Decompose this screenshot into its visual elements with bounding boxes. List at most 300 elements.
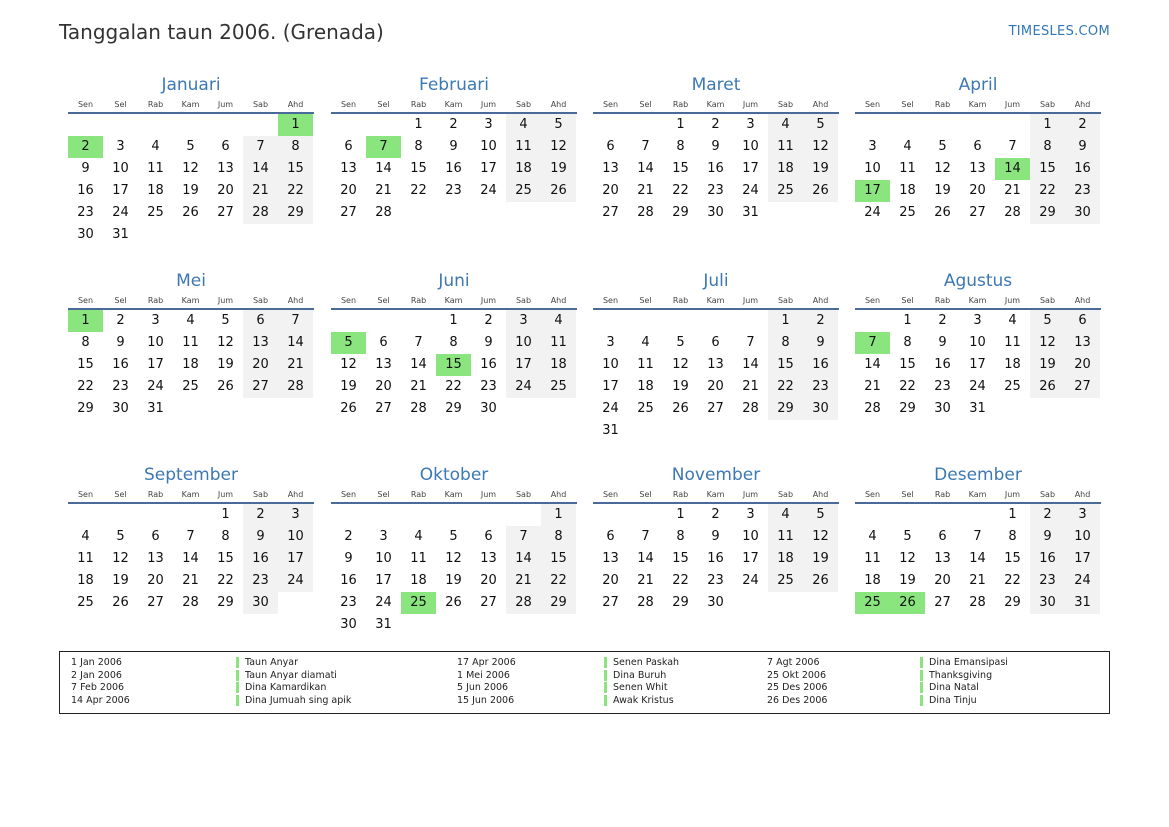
day-cell[interactable]: 20 [480, 573, 497, 588]
day-cell[interactable]: 28 [182, 595, 199, 610]
day-cell[interactable]: 12 [340, 357, 357, 372]
day-cell[interactable]: 10 [278, 526, 313, 548]
day-cell[interactable]: 21 [375, 183, 392, 198]
day-cell[interactable]: 5 [449, 529, 458, 544]
day-cell[interactable]: 20 [217, 183, 234, 198]
day-cell[interactable]: 17 [147, 357, 164, 372]
day-cell[interactable]: 14 [410, 357, 427, 372]
day-cell[interactable]: 6 [484, 529, 493, 544]
day-cell[interactable]: 20 [1065, 354, 1100, 376]
day-cell[interactable]: 8 [676, 139, 685, 154]
day-cell[interactable]: 9 [1030, 526, 1065, 548]
day-cell[interactable]: 21 [182, 573, 199, 588]
holiday-day-cell[interactable]: 25 [401, 592, 436, 614]
day-cell[interactable]: 13 [480, 551, 497, 566]
day-cell[interactable]: 8 [1030, 136, 1065, 158]
day-cell[interactable]: 2 [484, 313, 493, 328]
day-cell[interactable]: 16 [1030, 548, 1065, 570]
day-cell[interactable]: 18 [864, 573, 881, 588]
day-cell[interactable]: 28 [742, 401, 759, 416]
day-cell[interactable]: 7 [746, 335, 755, 350]
day-cell[interactable]: 10 [112, 161, 129, 176]
day-cell[interactable]: 22 [1030, 180, 1065, 202]
day-cell[interactable]: 2 [243, 504, 278, 526]
day-cell[interactable]: 12 [934, 161, 951, 176]
day-cell[interactable]: 7 [186, 529, 195, 544]
day-cell[interactable]: 23 [480, 379, 497, 394]
day-cell[interactable]: 5 [116, 529, 125, 544]
day-cell[interactable]: 24 [969, 379, 986, 394]
day-cell[interactable]: 17 [969, 357, 986, 372]
day-cell[interactable]: 10 [969, 335, 986, 350]
day-cell[interactable]: 27 [969, 205, 986, 220]
day-cell[interactable]: 18 [77, 573, 94, 588]
day-cell[interactable]: 7 [1008, 139, 1017, 154]
day-cell[interactable]: 10 [742, 139, 759, 154]
day-cell[interactable]: 14 [742, 357, 759, 372]
day-cell[interactable]: 22 [77, 379, 94, 394]
day-cell[interactable]: 10 [506, 332, 541, 354]
day-cell[interactable]: 29 [672, 205, 689, 220]
holiday-day-cell[interactable]: 1 [278, 114, 313, 136]
day-cell[interactable]: 6 [1065, 310, 1100, 332]
holiday-day-cell[interactable]: 7 [855, 332, 890, 354]
day-cell[interactable]: 9 [344, 551, 353, 566]
day-cell[interactable]: 23 [1065, 180, 1100, 202]
day-cell[interactable]: 1 [541, 504, 576, 526]
day-cell[interactable]: 5 [221, 313, 230, 328]
day-cell[interactable]: 11 [864, 551, 881, 566]
day-cell[interactable]: 13 [934, 551, 951, 566]
day-cell[interactable]: 5 [1030, 310, 1065, 332]
day-cell[interactable]: 23 [340, 595, 357, 610]
day-cell[interactable]: 10 [602, 357, 619, 372]
day-cell[interactable]: 21 [742, 379, 759, 394]
day-cell[interactable]: 27 [243, 376, 278, 398]
day-cell[interactable]: 20 [602, 573, 619, 588]
day-cell[interactable]: 21 [637, 573, 654, 588]
day-cell[interactable]: 9 [711, 529, 720, 544]
day-cell[interactable]: 27 [934, 595, 951, 610]
day-cell[interactable]: 13 [243, 332, 278, 354]
day-cell[interactable]: 16 [480, 357, 497, 372]
holiday-day-cell[interactable]: 1 [68, 310, 103, 332]
day-cell[interactable]: 31 [112, 227, 129, 242]
holiday-day-cell[interactable]: 2 [68, 136, 103, 158]
day-cell[interactable]: 27 [147, 595, 164, 610]
day-cell[interactable]: 21 [243, 180, 278, 202]
day-cell[interactable]: 13 [217, 161, 234, 176]
day-cell[interactable]: 29 [217, 595, 234, 610]
day-cell[interactable]: 14 [375, 161, 392, 176]
day-cell[interactable]: 4 [868, 529, 877, 544]
day-cell[interactable]: 1 [903, 313, 912, 328]
day-cell[interactable]: 1 [676, 507, 685, 522]
day-cell[interactable]: 12 [1030, 332, 1065, 354]
day-cell[interactable]: 24 [742, 573, 759, 588]
day-cell[interactable]: 15 [541, 548, 576, 570]
day-cell[interactable]: 22 [672, 183, 689, 198]
day-cell[interactable]: 30 [1030, 592, 1065, 614]
day-cell[interactable]: 30 [1065, 202, 1100, 224]
day-cell[interactable]: 23 [243, 570, 278, 592]
holiday-day-cell[interactable]: 14 [995, 158, 1030, 180]
day-cell[interactable]: 22 [541, 570, 576, 592]
day-cell[interactable]: 6 [711, 335, 720, 350]
day-cell[interactable]: 27 [602, 595, 619, 610]
day-cell[interactable]: 4 [414, 529, 423, 544]
day-cell[interactable]: 19 [112, 573, 129, 588]
day-cell[interactable]: 11 [147, 161, 164, 176]
holiday-day-cell[interactable]: 26 [890, 592, 925, 614]
day-cell[interactable]: 28 [375, 205, 392, 220]
day-cell[interactable]: 25 [899, 205, 916, 220]
day-cell[interactable]: 10 [375, 551, 392, 566]
day-cell[interactable]: 7 [641, 139, 650, 154]
day-cell[interactable]: 27 [602, 205, 619, 220]
day-cell[interactable]: 19 [340, 379, 357, 394]
day-cell[interactable]: 31 [375, 617, 392, 632]
day-cell[interactable]: 3 [278, 504, 313, 526]
day-cell[interactable]: 16 [112, 357, 129, 372]
day-cell[interactable]: 26 [112, 595, 129, 610]
day-cell[interactable]: 28 [1004, 205, 1021, 220]
day-cell[interactable]: 24 [375, 595, 392, 610]
day-cell[interactable]: 19 [803, 158, 838, 180]
day-cell[interactable]: 14 [278, 332, 313, 354]
day-cell[interactable]: 19 [803, 548, 838, 570]
day-cell[interactable]: 8 [414, 139, 423, 154]
day-cell[interactable]: 14 [506, 548, 541, 570]
day-cell[interactable]: 24 [1065, 570, 1100, 592]
day-cell[interactable]: 18 [147, 183, 164, 198]
day-cell[interactable]: 16 [707, 551, 724, 566]
day-cell[interactable]: 15 [1030, 158, 1065, 180]
day-cell[interactable]: 24 [112, 205, 129, 220]
day-cell[interactable]: 22 [445, 379, 462, 394]
day-cell[interactable]: 15 [77, 357, 94, 372]
day-cell[interactable]: 19 [541, 158, 576, 180]
day-cell[interactable]: 2 [1065, 114, 1100, 136]
day-cell[interactable]: 23 [707, 573, 724, 588]
day-cell[interactable]: 26 [1030, 376, 1065, 398]
day-cell[interactable]: 30 [934, 401, 951, 416]
day-cell[interactable]: 1 [676, 117, 685, 132]
day-cell[interactable]: 3 [1065, 504, 1100, 526]
day-cell[interactable]: 8 [221, 529, 230, 544]
day-cell[interactable]: 17 [112, 183, 129, 198]
day-cell[interactable]: 22 [410, 183, 427, 198]
day-cell[interactable]: 6 [379, 335, 388, 350]
day-cell[interactable]: 19 [182, 183, 199, 198]
day-cell[interactable]: 12 [803, 526, 838, 548]
day-cell[interactable]: 9 [81, 161, 90, 176]
day-cell[interactable]: 25 [182, 379, 199, 394]
day-cell[interactable]: 11 [541, 332, 576, 354]
day-cell[interactable]: 25 [1004, 379, 1021, 394]
day-cell[interactable]: 20 [340, 183, 357, 198]
day-cell[interactable]: 8 [541, 526, 576, 548]
day-cell[interactable]: 26 [934, 205, 951, 220]
day-cell[interactable]: 6 [221, 139, 230, 154]
day-cell[interactable]: 25 [77, 595, 94, 610]
day-cell[interactable]: 25 [506, 180, 541, 202]
day-cell[interactable]: 8 [81, 335, 90, 350]
day-cell[interactable]: 19 [445, 573, 462, 588]
day-cell[interactable]: 21 [864, 379, 881, 394]
day-cell[interactable]: 11 [410, 551, 427, 566]
day-cell[interactable]: 7 [278, 310, 313, 332]
day-cell[interactable]: 29 [768, 398, 803, 420]
day-cell[interactable]: 27 [480, 595, 497, 610]
day-cell[interactable]: 19 [899, 573, 916, 588]
day-cell[interactable]: 27 [217, 205, 234, 220]
day-cell[interactable]: 29 [445, 401, 462, 416]
day-cell[interactable]: 26 [445, 595, 462, 610]
day-cell[interactable]: 17 [480, 161, 497, 176]
day-cell[interactable]: 15 [217, 551, 234, 566]
holiday-day-cell[interactable]: 25 [855, 592, 890, 614]
day-cell[interactable]: 17 [375, 573, 392, 588]
day-cell[interactable]: 30 [340, 617, 357, 632]
day-cell[interactable]: 29 [541, 592, 576, 614]
day-cell[interactable]: 14 [243, 158, 278, 180]
day-cell[interactable]: 3 [746, 117, 755, 132]
day-cell[interactable]: 16 [340, 573, 357, 588]
day-cell[interactable]: 28 [864, 401, 881, 416]
day-cell[interactable]: 16 [243, 548, 278, 570]
day-cell[interactable]: 4 [903, 139, 912, 154]
day-cell[interactable]: 17 [278, 548, 313, 570]
day-cell[interactable]: 17 [742, 161, 759, 176]
day-cell[interactable]: 31 [1065, 592, 1100, 614]
day-cell[interactable]: 5 [541, 114, 576, 136]
day-cell[interactable]: 18 [899, 183, 916, 198]
day-cell[interactable]: 21 [637, 183, 654, 198]
day-cell[interactable]: 11 [182, 335, 199, 350]
day-cell[interactable]: 9 [803, 332, 838, 354]
day-cell[interactable]: 3 [151, 313, 160, 328]
day-cell[interactable]: 26 [803, 570, 838, 592]
day-cell[interactable]: 13 [602, 161, 619, 176]
day-cell[interactable]: 7 [973, 529, 982, 544]
day-cell[interactable]: 5 [676, 335, 685, 350]
day-cell[interactable]: 4 [768, 504, 803, 526]
day-cell[interactable]: 22 [672, 573, 689, 588]
day-cell[interactable]: 1 [1008, 507, 1017, 522]
day-cell[interactable]: 3 [116, 139, 125, 154]
day-cell[interactable]: 20 [147, 573, 164, 588]
day-cell[interactable]: 4 [186, 313, 195, 328]
day-cell[interactable]: 28 [637, 205, 654, 220]
day-cell[interactable]: 11 [1004, 335, 1021, 350]
day-cell[interactable]: 9 [711, 139, 720, 154]
day-cell[interactable]: 20 [243, 354, 278, 376]
day-cell[interactable]: 16 [445, 161, 462, 176]
day-cell[interactable]: 3 [506, 310, 541, 332]
brand-link[interactable]: TIMESLES.COM [1008, 24, 1110, 39]
day-cell[interactable]: 11 [506, 136, 541, 158]
day-cell[interactable]: 13 [969, 161, 986, 176]
day-cell[interactable]: 18 [768, 548, 803, 570]
day-cell[interactable]: 18 [1004, 357, 1021, 372]
day-cell[interactable]: 23 [803, 376, 838, 398]
day-cell[interactable]: 14 [637, 551, 654, 566]
day-cell[interactable]: 4 [768, 114, 803, 136]
day-cell[interactable]: 3 [868, 139, 877, 154]
day-cell[interactable]: 16 [707, 161, 724, 176]
day-cell[interactable]: 24 [506, 376, 541, 398]
day-cell[interactable]: 25 [768, 570, 803, 592]
day-cell[interactable]: 15 [672, 161, 689, 176]
day-cell[interactable]: 5 [186, 139, 195, 154]
day-cell[interactable]: 24 [147, 379, 164, 394]
day-cell[interactable]: 16 [934, 357, 951, 372]
day-cell[interactable]: 27 [375, 401, 392, 416]
day-cell[interactable]: 19 [934, 183, 951, 198]
day-cell[interactable]: 8 [1008, 529, 1017, 544]
day-cell[interactable]: 21 [1004, 183, 1021, 198]
day-cell[interactable]: 16 [1065, 158, 1100, 180]
day-cell[interactable]: 23 [707, 183, 724, 198]
day-cell[interactable]: 26 [672, 401, 689, 416]
holiday-day-cell[interactable]: 7 [366, 136, 401, 158]
day-cell[interactable]: 3 [606, 335, 615, 350]
day-cell[interactable]: 1 [449, 313, 458, 328]
day-cell[interactable]: 24 [480, 183, 497, 198]
day-cell[interactable]: 19 [217, 357, 234, 372]
day-cell[interactable]: 14 [182, 551, 199, 566]
day-cell[interactable]: 22 [768, 376, 803, 398]
day-cell[interactable]: 31 [602, 423, 619, 438]
day-cell[interactable]: 17 [742, 551, 759, 566]
holiday-day-cell[interactable]: 5 [331, 332, 366, 354]
day-cell[interactable]: 13 [602, 551, 619, 566]
day-cell[interactable]: 7 [243, 136, 278, 158]
day-cell[interactable]: 14 [637, 161, 654, 176]
day-cell[interactable]: 6 [973, 139, 982, 154]
day-cell[interactable]: 23 [112, 379, 129, 394]
day-cell[interactable]: 13 [147, 551, 164, 566]
day-cell[interactable]: 9 [484, 335, 493, 350]
day-cell[interactable]: 21 [410, 379, 427, 394]
day-cell[interactable]: 27 [707, 401, 724, 416]
day-cell[interactable]: 14 [864, 357, 881, 372]
day-cell[interactable]: 18 [410, 573, 427, 588]
day-cell[interactable]: 11 [637, 357, 654, 372]
day-cell[interactable]: 1 [221, 507, 230, 522]
day-cell[interactable]: 25 [768, 180, 803, 202]
day-cell[interactable]: 26 [340, 401, 357, 416]
day-cell[interactable]: 26 [541, 180, 576, 202]
day-cell[interactable]: 2 [449, 117, 458, 132]
day-cell[interactable]: 15 [410, 161, 427, 176]
day-cell[interactable]: 8 [768, 332, 803, 354]
day-cell[interactable]: 7 [506, 526, 541, 548]
day-cell[interactable]: 28 [506, 592, 541, 614]
day-cell[interactable]: 9 [1065, 136, 1100, 158]
day-cell[interactable]: 11 [768, 136, 803, 158]
day-cell[interactable]: 1 [1030, 114, 1065, 136]
day-cell[interactable]: 7 [414, 335, 423, 350]
day-cell[interactable]: 4 [1008, 313, 1017, 328]
day-cell[interactable]: 24 [742, 183, 759, 198]
day-cell[interactable]: 5 [903, 529, 912, 544]
day-cell[interactable]: 27 [1065, 376, 1100, 398]
day-cell[interactable]: 28 [969, 595, 986, 610]
day-cell[interactable]: 19 [1030, 354, 1065, 376]
day-cell[interactable]: 8 [278, 136, 313, 158]
day-cell[interactable]: 5 [938, 139, 947, 154]
day-cell[interactable]: 26 [217, 379, 234, 394]
day-cell[interactable]: 2 [1030, 504, 1065, 526]
day-cell[interactable]: 11 [77, 551, 94, 566]
day-cell[interactable]: 10 [864, 161, 881, 176]
day-cell[interactable]: 18 [768, 158, 803, 180]
day-cell[interactable]: 20 [934, 573, 951, 588]
day-cell[interactable]: 1 [768, 310, 803, 332]
day-cell[interactable]: 13 [707, 357, 724, 372]
day-cell[interactable]: 22 [278, 180, 313, 202]
day-cell[interactable]: 17 [1065, 548, 1100, 570]
day-cell[interactable]: 25 [637, 401, 654, 416]
day-cell[interactable]: 29 [672, 595, 689, 610]
day-cell[interactable]: 10 [480, 139, 497, 154]
day-cell[interactable]: 12 [899, 551, 916, 566]
day-cell[interactable]: 24 [278, 570, 313, 592]
day-cell[interactable]: 30 [480, 401, 497, 416]
day-cell[interactable]: 19 [672, 379, 689, 394]
day-cell[interactable]: 6 [606, 139, 615, 154]
day-cell[interactable]: 10 [742, 529, 759, 544]
day-cell[interactable]: 23 [445, 183, 462, 198]
day-cell[interactable]: 9 [938, 335, 947, 350]
day-cell[interactable]: 16 [803, 354, 838, 376]
day-cell[interactable]: 2 [711, 507, 720, 522]
day-cell[interactable]: 7 [641, 529, 650, 544]
day-cell[interactable]: 31 [969, 401, 986, 416]
day-cell[interactable]: 5 [803, 504, 838, 526]
day-cell[interactable]: 30 [707, 205, 724, 220]
day-cell[interactable]: 20 [969, 183, 986, 198]
holiday-day-cell[interactable]: 17 [855, 180, 890, 202]
day-cell[interactable]: 30 [77, 227, 94, 242]
day-cell[interactable]: 18 [182, 357, 199, 372]
day-cell[interactable]: 3 [746, 507, 755, 522]
day-cell[interactable]: 17 [506, 354, 541, 376]
day-cell[interactable]: 15 [1004, 551, 1021, 566]
day-cell[interactable]: 9 [449, 139, 458, 154]
day-cell[interactable]: 29 [278, 202, 313, 224]
day-cell[interactable]: 12 [541, 136, 576, 158]
day-cell[interactable]: 28 [410, 401, 427, 416]
day-cell[interactable]: 20 [707, 379, 724, 394]
day-cell[interactable]: 8 [676, 529, 685, 544]
day-cell[interactable]: 16 [77, 183, 94, 198]
day-cell[interactable]: 4 [506, 114, 541, 136]
day-cell[interactable]: 15 [768, 354, 803, 376]
day-cell[interactable]: 2 [344, 529, 353, 544]
day-cell[interactable]: 14 [969, 551, 986, 566]
day-cell[interactable]: 21 [278, 354, 313, 376]
holiday-day-cell[interactable]: 15 [436, 354, 471, 376]
day-cell[interactable]: 25 [147, 205, 164, 220]
day-cell[interactable]: 21 [506, 570, 541, 592]
day-cell[interactable]: 27 [340, 205, 357, 220]
day-cell[interactable]: 23 [934, 379, 951, 394]
day-cell[interactable]: 28 [243, 202, 278, 224]
day-cell[interactable]: 26 [182, 205, 199, 220]
